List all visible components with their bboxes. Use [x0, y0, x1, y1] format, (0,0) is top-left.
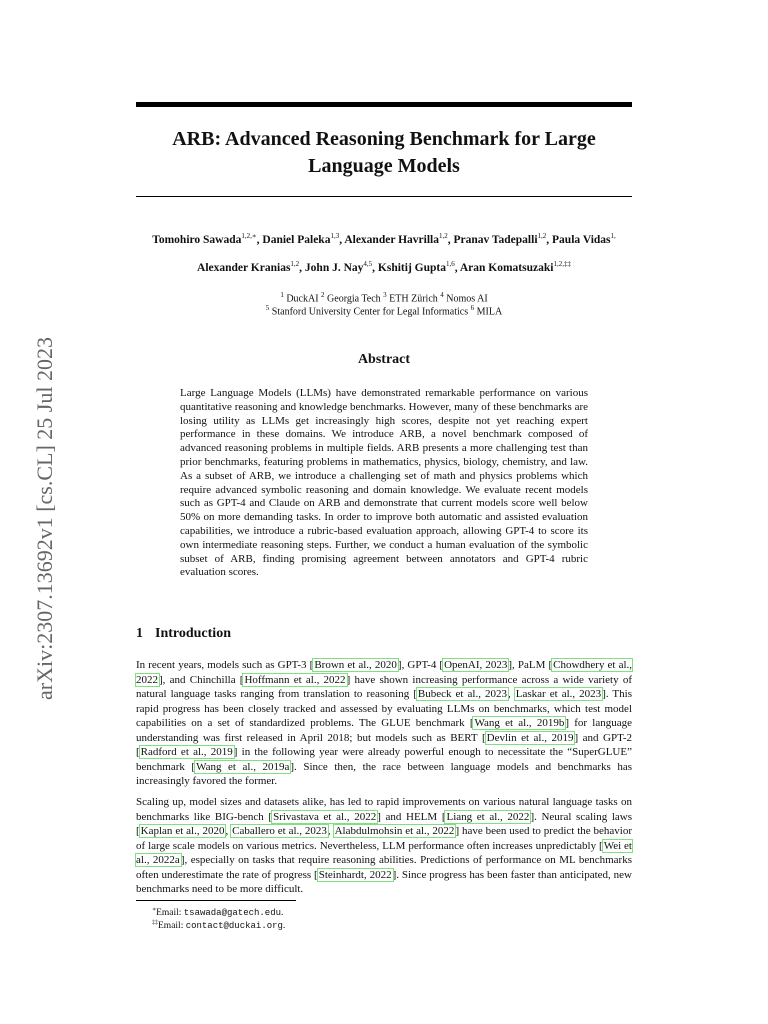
affiliation-mark: 2 [321, 291, 325, 299]
author-affil-mark: 1,6 [445, 260, 455, 268]
section-title: Introduction [155, 626, 231, 641]
author-affil-mark: 1, [610, 232, 616, 240]
affiliation-name: DuckAI [283, 293, 319, 305]
citation-link[interactable]: OpenAI, 2023 [444, 659, 508, 671]
affiliation-mark: 5 [265, 304, 270, 312]
author-name: Pranav Tadepalli [453, 233, 538, 246]
body-text: ]. Neural scaling laws [ [136, 810, 633, 837]
arxiv-stamp [22, 290, 57, 700]
author-affil-mark: 4,5 [363, 260, 373, 268]
title-bottom-rule [136, 196, 632, 197]
citation-link[interactable]: Srivastava et al., 2022 [273, 810, 377, 823]
citation-link[interactable]: Wei et al., 2022a [136, 839, 632, 866]
intro-paragraph-1 [136, 658, 632, 789]
body-text: ] have been used to predict the behavior of large scale models on various metrics. Nevertheless, LLM performance often increases unpredictably [ [136, 825, 633, 852]
citation-link[interactable]: Wang et al., 2019a [196, 760, 290, 773]
citation-link[interactable]: Liang et al., 2022 [446, 810, 530, 823]
author-name: John J. Nay [304, 261, 364, 274]
citation-link[interactable]: Wang et al., 2019b [474, 717, 565, 729]
body-text: , [507, 688, 515, 700]
citation-link[interactable]: Brown et al., 2020 [314, 659, 397, 671]
body-text: ] for language understanding was first released in April 2018; but models such as BERT [ [136, 717, 632, 744]
body-text: , [225, 825, 232, 837]
affiliation-mark: 3 [383, 291, 387, 299]
body-text: ]. Since then, the race between language models and benchmarks has increasingly favored the former. [136, 760, 632, 787]
footnote-email[interactable]: tsawada@gatech.edu [183, 908, 281, 919]
footnote-mark: ∗ [152, 907, 157, 913]
citation-link[interactable]: Caballero et al., 2023 [232, 825, 327, 837]
affiliations-line-2 [136, 302, 632, 318]
body-text: , [327, 825, 334, 837]
section-heading-introduction [136, 626, 243, 642]
author-list-line-2: Alexander Kranias$^{1,2}$, John J. Nay$^{4,5}$, Kshitij Gupta$^{1,6}$, Aran Komatsuzaki$^{1,2,\ddagger\ddagger}$ [197, 260, 571, 274]
citation-link[interactable]: Alabdulmohsin et al., 2022 [334, 825, 455, 837]
author-affil-mark: 1,2 [537, 232, 547, 240]
footnote-end: . [282, 921, 286, 932]
citation-link[interactable]: Hoffmann et al., 2022 [244, 673, 346, 686]
body-text: ], PaLM [ [508, 659, 553, 671]
section-number: 1 [136, 626, 143, 641]
author-affil-mark: 1,2,‡‡ [553, 260, 571, 268]
citation-link[interactable]: Laskar et al., 2023 [515, 688, 602, 700]
affiliation-mark: 6 [470, 304, 475, 312]
citation-link[interactable]: Radford et al., 2019 [140, 746, 233, 758]
author-name: Tomohiro Sawada [152, 233, 242, 246]
affiliation-name: Georgia Tech [324, 293, 381, 305]
body-text: ], and Chinchilla [ [159, 673, 244, 686]
affiliation-name: Nomos AI [443, 293, 488, 305]
author-affil-mark: 1,3 [330, 232, 340, 240]
affiliation-name: ETH Zürich [386, 293, 438, 305]
arxiv-stamp-text: arXiv:2307.13692v1 [cs.CL] 25 Jul 2023 [32, 337, 57, 700]
footnote-email-2 [152, 917, 285, 932]
body-text: ]. Since progress has been faster than anticipated, new benchmarks need to be more difficult. [136, 868, 632, 895]
footnote-end: . [281, 908, 284, 919]
intro-paragraph-2 [136, 795, 632, 897]
title-top-rule [136, 102, 632, 107]
affiliation-name: Stanford University Center for Legal Informatics [269, 306, 469, 318]
author-name: Kshitij Gupta [377, 261, 446, 274]
abstract-body: Large Language Models (LLMs) have demonstrated remarkable performance on various quantitative reasoning and knowledge benchmarks. However, many of these benchmarks are losing utility as LLMs get increasingly high scores, despite not yet reaching expert performance in these domains. We introduce ARB, a novel benchmark composed of advanced reasoning problems in multiple fields. ARB presents a more challenging test than prior benchmarks, featuring problems in mathematics, physics, biology, chemistry, and law. As a subset of ARB, we introduce a challenging set of math and physics problems which require advanced symbolic reasoning and domain knowledge. We evaluate recent models such as GPT-4 and Claude on ARB and demonstrate that current models score well below 50% on more demanding tasks. In order to improve both automatic and assisted evaluation capabilities, we introduce a rubric-based evaluation approach, allowing GPT-4 to score its own intermediate reasoning steps. Further, we conduct a human evaluation of the symbolic subset of ARB, finding promising agreement between annotators and GPT-4 rubric evaluation scores. [180, 387, 588, 579]
footnote-label: Email: [156, 908, 184, 919]
affiliation-mark: 1 [280, 291, 284, 299]
footnote-mark: ‡‡ [152, 920, 158, 926]
body-text: ] and HELM [ [377, 810, 446, 823]
author-affil-mark: 1,2,∗ [241, 232, 257, 240]
author-list-line-1: Tomohiro Sawada$^{1,2,∗}$, Daniel Paleka$^{1,3}$, Alexander Havrilla$^{1,2}$, Pranav Tadepalli$^{1,2}$, Paula Vidas$^{1,}$ [152, 232, 616, 246]
author-affil-mark: 1,2 [290, 260, 300, 268]
citation-link[interactable]: Steinhardt, 2022 [318, 868, 392, 881]
body-text: In recent years, models such as GPT-3 [ [136, 659, 314, 671]
citation-link[interactable]: Devlin et al., 2019 [486, 731, 574, 744]
body-text: Scaling up, model sizes and datasets alike, has led to rapid improvements on various natural language tasks on benchmarks like BIG-bench [ [136, 796, 632, 823]
affiliation-name: MILA [474, 306, 503, 318]
author-name: Paula Vidas [552, 233, 611, 246]
body-text: ], GPT-4 [ [397, 659, 444, 671]
citation-link[interactable]: Bubeck et al., 2023 [417, 688, 507, 700]
author-affil-mark: 1,2 [438, 232, 448, 240]
paper-title: ARB: Advanced Reasoning Benchmark for Large Language Models [172, 128, 596, 177]
author-name: Aran Komatsuzaki [459, 261, 554, 274]
body-text: ], especially on tasks that require reasoning abilities. Predictions of performance on ML benchmarks often underestimate the rate of progress [ [136, 854, 632, 881]
author-name: Alexander Kranias [197, 261, 291, 274]
author-name: Daniel Paleka [262, 233, 331, 246]
author-name: Alexander Havrilla [344, 233, 439, 246]
body-text: ]. This rapid progress has been closely tracked and assessed by evaluating LLMs on benchmarks, which test model capabilities on a set of standardized problems. The GLUE benchmark [ [136, 688, 632, 729]
body-text: ] have shown increasing performance across a wide variety of natural language tasks ranging from translation to reasoning [ [136, 673, 633, 700]
citation-link[interactable]: Chowdhery et al., 2022 [136, 659, 633, 686]
abstract-heading: Abstract [357, 352, 411, 367]
footnote-rule [136, 900, 296, 901]
body-text: ] and GPT-2 [ [136, 731, 632, 758]
footnote-email[interactable]: contact@duckai.org [185, 921, 283, 932]
footnote-label: Email: [158, 921, 186, 932]
body-text: ] in the following year were already powerful enough to necessitate the “SuperGLUE” benchmark [ [136, 746, 632, 773]
affiliation-mark: 4 [440, 291, 444, 299]
citation-link[interactable]: Kaplan et al., 2020 [140, 825, 225, 837]
